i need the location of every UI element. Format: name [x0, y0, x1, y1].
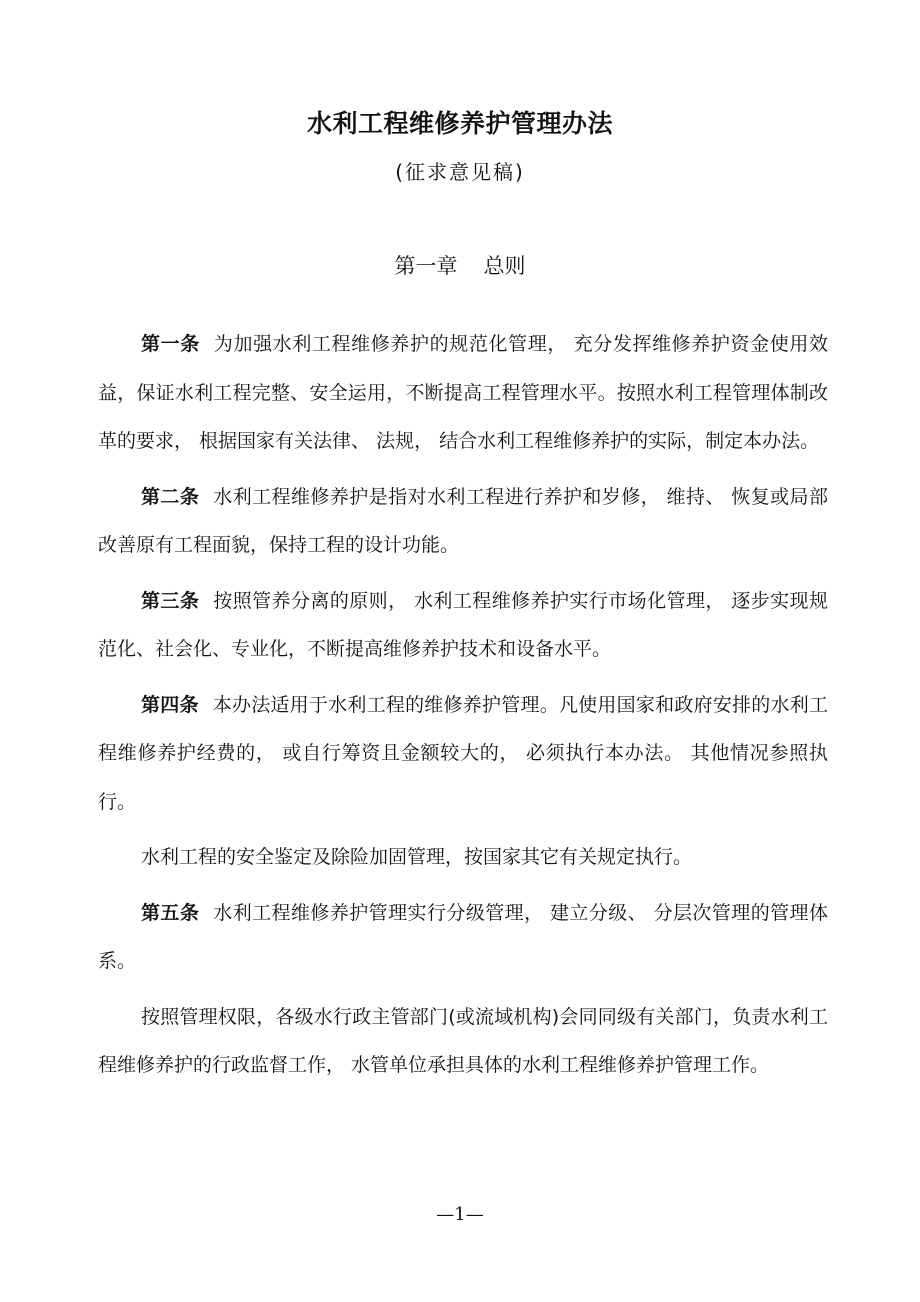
article-label: 第二条 [141, 485, 200, 508]
document-subtitle: (征求意见稿) [395, 160, 525, 184]
document-title: 水利工程维修养护管理办法 [306, 109, 613, 138]
paragraph-article-1 [98, 320, 828, 466]
chapter-number: 第一章 [394, 254, 458, 278]
paragraph-article-3 [98, 577, 828, 674]
paragraph-text: 本办法适用于水利工程的维修养护管理。凡使用国家和政府安排的水利工程维修养护经费的， 或自行筹资且金额较大的， 必须执行本办法。 其他情况参照执行。 [98, 693, 828, 813]
document-body [98, 320, 828, 1097]
chapter-heading [0, 250, 920, 280]
paragraph-article-5-continued [98, 993, 828, 1090]
page-number: —1— [436, 1204, 484, 1225]
paragraph-text: 按照管理权限，各级水行政主管部门(或流域机构)会同同级有关部门，负责水利工程维修养护的行政监督工作， 水管单位承担具体的水利工程维修养护管理工作。 [98, 1005, 828, 1076]
article-label: 第三条 [141, 589, 200, 612]
paragraph-article-5 [98, 889, 828, 986]
paragraph-article-2 [98, 473, 828, 570]
paragraph-text: 按照管养分离的原则， 水利工程维修养护实行市场化管理， 逐步实现规范化、社会化、专业化，不断提高维修养护技术和设备水平。 [98, 589, 828, 660]
paragraph-text: 为加强水利工程维修养护的规范化管理， 充分发挥维修养护资金使用效益，保证水利工程完整、安全运用，不断提高工程管理水平。按照水利工程管理体制改革的要求， 根据国家有关法律、 法规， 结合水利工程维修养护的实际，制定本办法。 [98, 333, 828, 452]
article-label: 第五条 [141, 901, 200, 924]
article-label: 第四条 [141, 693, 199, 716]
chapter-name: 总则 [483, 254, 526, 278]
paragraph-text: 水利工程维修养护是指对水利工程进行养护和岁修， 维持、 恢复或局部改善原有工程面貌，保持工程的设计功能。 [98, 485, 828, 556]
paragraph-article-4 [98, 681, 828, 827]
article-label: 第一条 [141, 333, 200, 355]
paragraph-text: 水利工程维修养护管理实行分级管理， 建立分级、 分层次管理的管理体系。 [98, 901, 828, 972]
paragraph-text: 水利工程的安全鉴定及除险加固管理，按国家其它有关规定执行。 [141, 846, 693, 868]
paragraph-article-4-continued [98, 833, 828, 882]
